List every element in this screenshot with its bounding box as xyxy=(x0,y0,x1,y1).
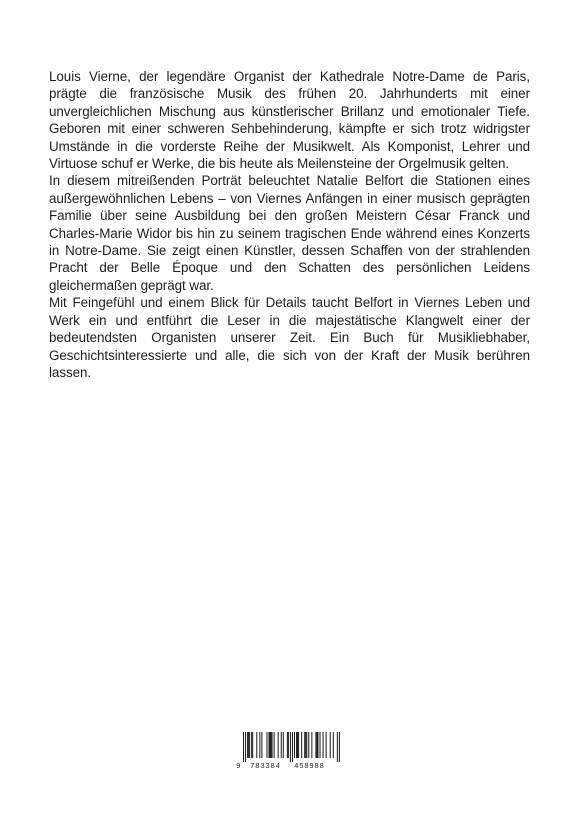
barcode-digits xyxy=(236,762,340,772)
barcode-bar xyxy=(301,732,302,758)
barcode-bar xyxy=(308,732,309,758)
barcode-bar xyxy=(311,732,312,758)
barcode-bar xyxy=(281,732,282,758)
blurb-paragraph-1: Louis Vierne, der legendäre Organist der Kathedrale Notre-Dame de Paris, prägte die französische Musik des frühen 20. Jahrhunderts mit einer unvergleichlichen Mischung aus künstlerischer Brillanz und emotionaler Tiefe. Geboren mit einer schweren Sehbehinderung, kämpfte er sich trotz widrigster Umstände in die vorderste Reihe der Musikwelt. Als Komponist, Lehrer und Virtuose schuf er Werke, die bis heute als Meilensteine der Orgelmusik gelten. xyxy=(49,69,530,172)
barcode-guard-bar xyxy=(245,732,246,762)
barcode-bar xyxy=(305,732,306,758)
barcode-bar xyxy=(272,732,273,758)
isbn-barcode xyxy=(236,732,340,772)
barcode-bar xyxy=(294,732,295,758)
barcode-bar xyxy=(320,732,321,758)
barcode-bar xyxy=(251,732,252,758)
barcode-bar xyxy=(266,732,267,758)
barcode-bar xyxy=(271,732,272,758)
barcode-first-digit: 9 xyxy=(236,763,241,771)
back-cover-blurb xyxy=(49,68,530,381)
barcode-bar xyxy=(333,732,334,758)
barcode-bar xyxy=(316,732,317,758)
barcode-bar xyxy=(249,732,250,758)
barcode-bar xyxy=(298,732,299,758)
barcode-bar xyxy=(252,732,253,758)
blurb-paragraph-2: In diesem mitreißenden Porträt beleuchtet Natalie Belfort die Stationen eines außergewöhnlichen Lebens – von Viernes Anfängen in einer musisch geprägten Familie über seine Ausbildung bei den großen Meistern César Franck und Charles-Marie Widor bis hin zu seinem tragischen Ende während eines Konzerts in Notre-Dame. Sie zeigt einen Künstler, dessen Schaffen von der strahlenden Pracht der Belle Époque und den Schatten des persönlichen Leidens gleichermaßen geprägt war. xyxy=(49,173,530,293)
barcode-bar xyxy=(297,732,298,758)
barcode-bar xyxy=(247,732,248,758)
blurb-paragraph-3: Mit Feingefühl und einem Blick für Details taucht Belfort in Viernes Leben und Werk ein und entführt die Leser in die majestätische Klangwelt einer der bedeutendsten Organisten unserer Zeit. Ein Buch für Musikliebhaber, Geschichtsinteressierte und alle, die sich von der Kraft der Musik berühren lassen. xyxy=(49,295,530,380)
barcode-bar xyxy=(323,732,324,758)
barcode-bar xyxy=(269,732,270,758)
barcode-bar xyxy=(270,732,271,758)
barcode-bar xyxy=(278,732,279,758)
barcode-bar xyxy=(296,732,297,758)
barcode-bar xyxy=(330,732,331,758)
barcode-bar xyxy=(261,732,262,758)
barcode-guard-bar xyxy=(290,732,291,762)
barcode-bar xyxy=(287,732,288,758)
barcode-bar xyxy=(274,732,275,758)
barcode-bar xyxy=(259,732,260,758)
barcode-bar xyxy=(315,732,316,758)
barcode-bar xyxy=(306,732,307,758)
barcode-bar xyxy=(304,732,305,758)
barcode-bar xyxy=(283,732,284,758)
barcode-guard-bar xyxy=(243,732,244,762)
barcode-bar xyxy=(326,732,327,758)
barcode-bar xyxy=(317,732,318,758)
barcode-guard-bar xyxy=(337,732,338,762)
barcode-bars xyxy=(236,732,340,762)
barcode-bar xyxy=(256,732,257,758)
barcode-left-group: 783384 xyxy=(250,763,281,771)
barcode-guard-bar xyxy=(339,732,340,762)
barcode-right-group: 458988 xyxy=(294,763,325,771)
barcode-guard-bar xyxy=(292,732,293,762)
barcode-bar xyxy=(288,732,289,758)
barcode-bar xyxy=(248,732,249,758)
